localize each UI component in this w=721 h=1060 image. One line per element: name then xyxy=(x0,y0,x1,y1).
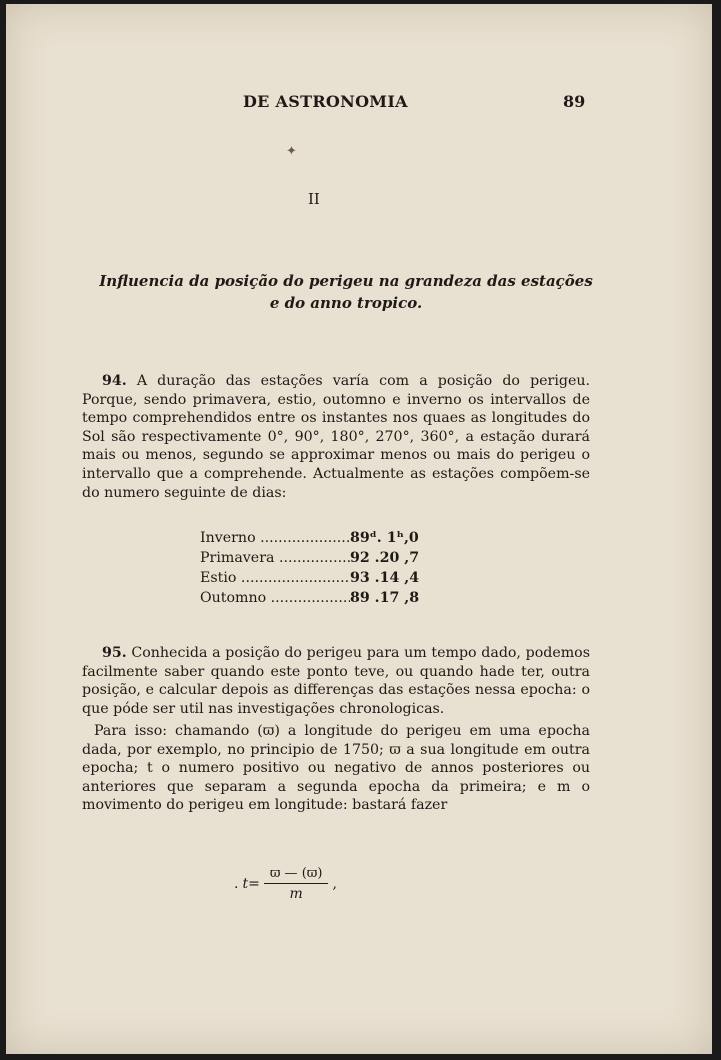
paragraph-95 xyxy=(82,644,590,718)
paragraph-para-isso-text: Para isso: chamando (ϖ) a longitude do perigeu em uma epocha dada, por exemplo, no principio de 1750; ϖ a sua longitude em outra epocha; t o numero positivo ou negativo de annos posteriores ou anteriores que separam a segunda epocha da primeira; e m o movimento do perigeu em longitude: bastará fazer xyxy=(82,723,590,814)
formula-fraction xyxy=(264,866,329,902)
formula-trailing: , xyxy=(332,876,337,892)
table-row xyxy=(200,588,419,608)
page-header xyxy=(6,92,712,116)
season-days-value: 89ᵈ. 1ʰ,0 xyxy=(350,530,419,546)
paragraph-number-94: 94. xyxy=(102,373,127,389)
season-label: Primavera ..... xyxy=(200,548,350,568)
formula-denominator: m xyxy=(289,886,303,902)
paragraph-number-95: 95. xyxy=(102,645,127,661)
table-row xyxy=(200,548,419,568)
section-number: II xyxy=(308,190,320,208)
season-label: Estio ..... xyxy=(200,568,350,588)
paragraph-94 xyxy=(82,372,590,502)
formula xyxy=(234,866,337,902)
season-days-value: 93 .14 ,4 xyxy=(350,570,420,586)
paragraph-94-text: A duração das estações varía com a posição do perigeu. Porque, sendo primavera, estio, outomno e inverno os intervallos de tempo comprehendidos entre os instantes nos quaes as longitudes do Sol são respectivamente 0°, 90°, 180°, 270°, 360°, a estação durará mais ou menos, segundo se approximar menos ou mais do perigeu o intervallo que a comprehende. Actualmente as estações compõem-se do numero seguinte de dias: xyxy=(82,373,590,501)
formula-lead-dot: . xyxy=(234,876,239,892)
running-title: DE ASTRONOMIA xyxy=(243,92,408,111)
formula-lhs: t xyxy=(242,876,249,892)
season-days-value: 92 .20 ,7 xyxy=(350,550,420,566)
section-heading xyxy=(66,270,626,314)
section-heading-line-1: Influencia da posição do perigeu na grandeza das estações xyxy=(99,272,593,290)
season-days-value: 89 .17 ,8 xyxy=(350,590,420,606)
season-label: Inverno ..... xyxy=(200,528,350,548)
paragraph-95-text: Conhecida a posição do perigeu para um tempo dado, podemos facilmente saber quando este ponto teve, ou quando hade ter, outra posição, e calcular depois as differenças das estações nessa epocha: o que póde ser util nas investigações chronologicas. xyxy=(82,645,590,717)
page-number: 89 xyxy=(563,92,586,111)
formula-numerator: ϖ — (ϖ) xyxy=(264,866,329,884)
seasons-days-table xyxy=(200,528,419,608)
formula-equals: = xyxy=(248,876,260,892)
paragraph-para-isso xyxy=(82,722,590,815)
section-heading-line-2: e do anno tropico. xyxy=(269,294,423,312)
book-page xyxy=(6,4,712,1054)
table-row xyxy=(200,568,419,588)
table-row xyxy=(200,528,419,548)
season-label: Outomno ..... xyxy=(200,588,350,608)
ornament-mark: ✦ xyxy=(286,144,297,159)
